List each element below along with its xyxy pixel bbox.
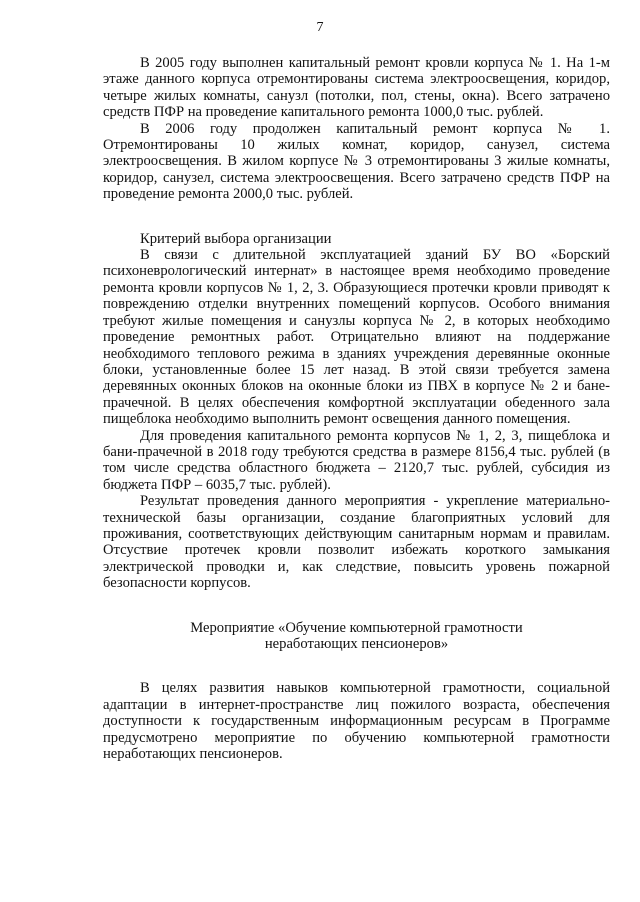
paragraph-criterion-need: В связи с длительной эксплуатацией зданий БУ ВО «Борский психоневрологический интернат» в настоящее время необходимо проведение ремонта кровли корпусов № 1, 2, 3. Образующиеся протечки кровли приводят к повреждению отделки внутренних помещений корпусов. Особого внимания требуют жилые помещения и санузлы корпуса № 2, в которых необходимо проведение ремонтных работ. Отрицательно влияют на поддержание необходимого теплового режима в зданиях учреждения деревянные оконные блоки, установленные более 15 лет назад. В этой связи требуется замена деревянных оконных блоков на оконные блоки из ПВХ в корпусе № 2 и бане-прачечной. В целях обеспечения комфортной эксплуатации обеденного зала пищеблока необходимо выполнить ремонт освещения данного помещения.	[103, 247, 610, 428]
section-title-line2: неработающих пенсионеров»	[264, 636, 449, 652]
criterion-heading: Критерий выбора организации	[140, 230, 332, 247]
spacer	[103, 652, 610, 680]
paragraph-criterion-result: Результат проведения данного мероприятия - укрепление материально-технической базы организации, создание благоприятных условий для проживания, соответствующих действующим санитарным нормам и правилам. Отсуствие протечек кровли позволит избежать короткого замыкания электрической проводки и, как следствие, повысить уровень пожарной безопасности корпусов.	[103, 493, 610, 592]
section-title-line1: Мероприятие «Обучение компьютерной грамотности	[190, 619, 523, 636]
paragraph-2006-repair: В 2006 году продолжен капитальный ремонт корпуса № 1. Отремонтированы 10 жилых комнат, коридор, санузел, система электроосвещения. В жилом корпусе № 3 отремонтированы 3 жилые комнаты, коридор, санузел, система электроосвещения. Всего затрачено средств ПФР на проведение ремонта 2000,0 тыс. рублей.	[103, 120, 610, 203]
page-number: 7	[316, 20, 324, 35]
paragraph-2005-repair: В 2005 году выполнен капитальный ремонт кровли корпуса № 1. На 1-м этаже данного корпуса отремонтированы система электроосвещения, коридор, четыре жилых комнаты, санузл (потолки, пол, стены, окна). Всего затрачено средств ПФР на проведение капитального ремонта 1000,0 тыс. рублей.	[103, 55, 610, 121]
paragraph-computer-literacy: В целях развития навыков компьютерной грамотности, социальной адаптации в интернет-пространстве лиц пожилого возраста, обеспечения доступности к государственным информационным ресурсам в Программе предусмотрено мероприятие по обучению компьютерной грамотности неработающих пенсионеров.	[103, 680, 610, 763]
spacer	[103, 203, 610, 231]
document-body	[103, 55, 610, 762]
spacer	[103, 592, 610, 620]
paragraph-criterion-funding: Для проведения капитального ремонта корпусов № 1, 2, 3, пищеблока и бани-прачечной в 2018 году требуются средства в размере 8156,4 тыс. рублей (в том числе средства областного бюджета – 2120,7 тыс. рублей, субсидия из бюджета ПФР – 6035,7 тыс. рублей).	[103, 427, 610, 493]
